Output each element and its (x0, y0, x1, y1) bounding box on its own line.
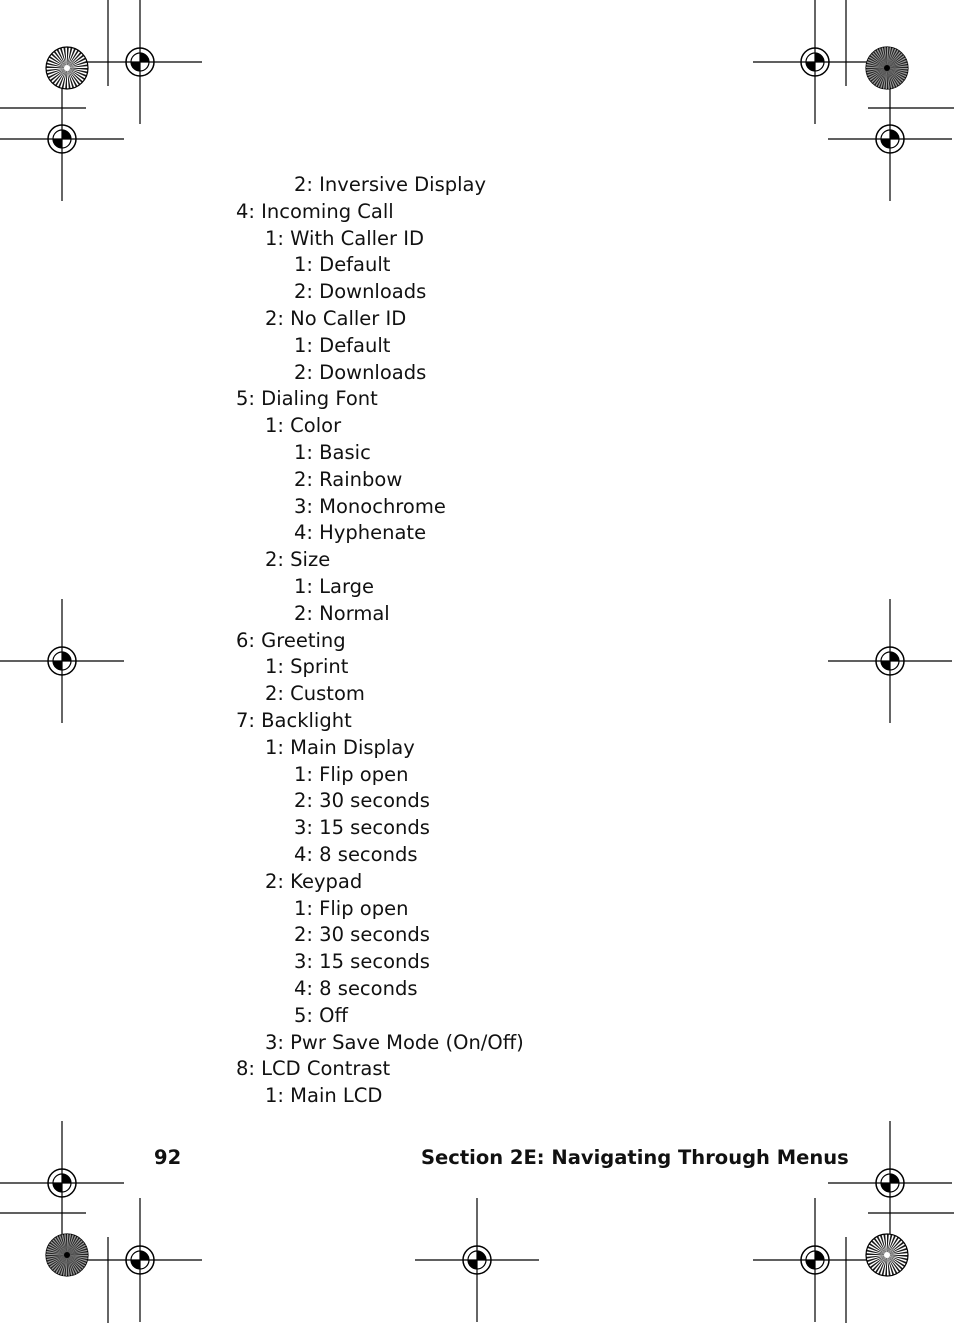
menu-item-level-0: 7: Backlight (236, 709, 352, 732)
registration-mark (753, 0, 877, 124)
registration-mark (0, 599, 124, 723)
menu-item-level-2: 1: Default (294, 333, 391, 357)
menu-item-level-2: 2: 30 seconds (294, 789, 430, 813)
menu-item-level-2: 2: Normal (294, 601, 390, 625)
star-target-mark (866, 1234, 908, 1276)
menu-item-level-2: 1: Large (294, 575, 375, 598)
registration-mark (415, 1198, 539, 1322)
menu-item-level-1: 1: With Caller ID (265, 226, 425, 250)
menu-item-level-0: 8: LCD Contrast (236, 1057, 391, 1081)
menu-item-level-2: 1: Flip open (294, 762, 409, 786)
section-title: Section 2E: Navigating Through Menus (421, 1146, 849, 1169)
registration-mark (0, 77, 124, 201)
page-number: 92 (154, 1146, 182, 1169)
menu-item-level-1: 2: Size (265, 548, 331, 572)
menu-item-level-2: 1: Default (294, 253, 391, 277)
registration-mark (828, 77, 952, 201)
menu-item-level-2: 3: 15 seconds (294, 950, 430, 974)
registration-mark (828, 1121, 952, 1245)
star-target-marks (46, 47, 908, 1276)
registration-mark (0, 1121, 124, 1245)
menu-item-level-2: 4: Hyphenate (294, 521, 427, 545)
menu-item-level-1: 1: Sprint (265, 655, 349, 679)
menu-item-level-1: 1: Main LCD (265, 1084, 383, 1108)
star-target-mark (866, 47, 908, 89)
star-target-mark (46, 47, 88, 89)
menu-item-level-2: 1: Basic (294, 441, 371, 464)
menu-item-level-2: 3: Monochrome (294, 494, 446, 518)
menu-item-level-0: 6: Greeting (236, 628, 346, 652)
menu-item-level-2: 1: Flip open (294, 896, 409, 920)
menu-item-level-0: 4: Incoming Call (236, 199, 394, 223)
menu-item-level-2: 3: 15 seconds (294, 816, 430, 840)
menu-item-level-1: 2: No Caller ID (265, 307, 407, 330)
star-target-mark (46, 1234, 88, 1276)
menu-item-level-1: 2: Custom (265, 682, 365, 706)
menu-item-level-2: 4: 8 seconds (294, 843, 418, 866)
menu-item-level-2: 2: Rainbow (294, 467, 403, 491)
menu-item-level-2: 2: Downloads (294, 280, 427, 304)
registration-mark (828, 599, 952, 723)
menu-item-level-1: 1: Main Display (265, 735, 415, 759)
menu-item-level-1: 1: Color (265, 414, 342, 438)
menu-item-level-2: 2: Inversive Display (294, 173, 487, 196)
menu-item-level-1: 2: Keypad (265, 869, 363, 893)
menu-item-level-2: 2: Downloads (294, 360, 427, 384)
menu-item-level-2: 2: 30 seconds (294, 923, 430, 947)
menu-item-level-1: 3: Pwr Save Mode (On/Off) (265, 1030, 524, 1054)
menu-item-level-0: 5: Dialing Font (236, 387, 378, 411)
menu-item-level-2: 4: 8 seconds (294, 977, 418, 1000)
menu-item-level-2: 5: Off (294, 1003, 348, 1027)
registration-mark (753, 1198, 877, 1322)
registration-mark (78, 1198, 202, 1322)
registration-mark (78, 0, 202, 124)
